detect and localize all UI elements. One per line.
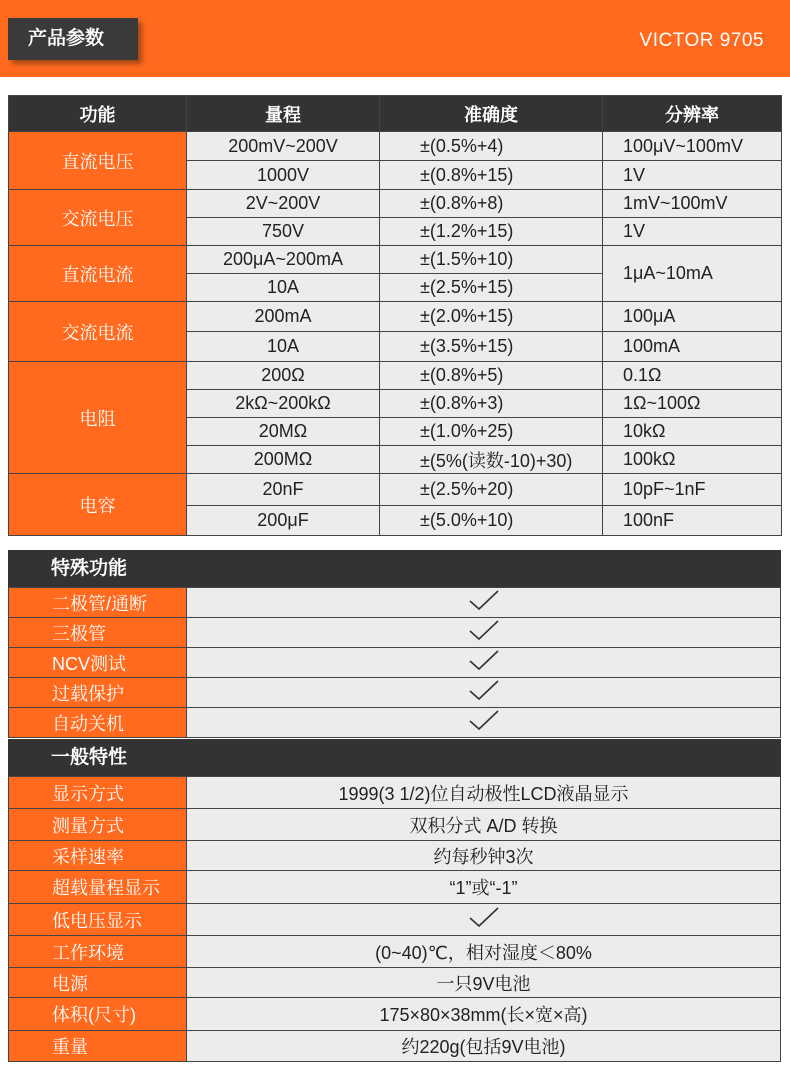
accuracy-cell: ±(2.0%+15) bbox=[380, 302, 603, 332]
general-value: 双积分式 A/D 转换 bbox=[187, 809, 781, 841]
accuracy-cell: ±(1.5%+10) bbox=[380, 246, 603, 274]
special-value bbox=[187, 678, 781, 708]
general-value: “1”或“-1” bbox=[187, 871, 781, 904]
checkmark-icon bbox=[468, 679, 500, 701]
resolution-cell: 0.1Ω bbox=[603, 362, 782, 390]
special-label: 三极管 bbox=[9, 618, 187, 648]
list-item bbox=[9, 904, 781, 936]
general-label: 采样速率 bbox=[9, 841, 187, 871]
list-item bbox=[9, 841, 781, 871]
list-item bbox=[9, 678, 781, 708]
resolution-cell: 1V bbox=[603, 161, 782, 190]
general-label: 测量方式 bbox=[9, 809, 187, 841]
range-cell: 2kΩ~200kΩ bbox=[187, 390, 380, 418]
list-item bbox=[9, 1031, 781, 1062]
accuracy-cell: ±(5%(读数-10)+30) bbox=[380, 446, 603, 474]
accuracy-cell: ±(0.8%+8) bbox=[380, 190, 603, 218]
resolution-cell: 1Ω~100Ω bbox=[603, 390, 782, 418]
range-cell: 200Ω bbox=[187, 362, 380, 390]
checkmark-icon bbox=[468, 649, 500, 671]
accuracy-cell: ±(5.0%+10) bbox=[380, 506, 603, 536]
special-label: 过载保护 bbox=[9, 678, 187, 708]
general-label: 工作环境 bbox=[9, 936, 187, 968]
range-cell: 20nF bbox=[187, 474, 380, 506]
special-functions-list bbox=[8, 587, 781, 738]
accuracy-cell: ±(0.8%+5) bbox=[380, 362, 603, 390]
spec-table bbox=[8, 95, 782, 536]
special-value bbox=[187, 588, 781, 618]
general-value bbox=[187, 904, 781, 936]
accuracy-cell: ±(2.5%+20) bbox=[380, 474, 603, 506]
checkmark-icon bbox=[468, 619, 500, 641]
resolution-cell: 1V bbox=[603, 218, 782, 246]
resolution-cell: 1mV~100mV bbox=[603, 190, 782, 218]
resolution-cell: 100μV~100mV bbox=[603, 132, 782, 161]
special-value bbox=[187, 618, 781, 648]
range-cell: 2V~200V bbox=[187, 190, 380, 218]
section-tab-product-params: 产品参数 bbox=[8, 18, 138, 60]
special-value bbox=[187, 708, 781, 738]
range-cell: 10A bbox=[187, 332, 380, 362]
checkmark-icon bbox=[468, 709, 500, 731]
general-label: 超载量程显示 bbox=[9, 871, 187, 904]
resolution-cell: 1μA~10mA bbox=[603, 246, 782, 302]
special-label: NCV测试 bbox=[9, 648, 187, 678]
special-label: 自动关机 bbox=[9, 708, 187, 738]
special-functions-heading: 特殊功能 bbox=[8, 550, 781, 587]
general-value: 1999(3 1/2)位自动极性LCD液晶显示 bbox=[187, 777, 781, 809]
range-cell: 200MΩ bbox=[187, 446, 380, 474]
table-row bbox=[9, 362, 782, 390]
special-label: 二极管/通断 bbox=[9, 588, 187, 618]
list-item bbox=[9, 998, 781, 1031]
accuracy-cell: ±(2.5%+15) bbox=[380, 274, 603, 302]
table-row bbox=[9, 190, 782, 218]
list-item bbox=[9, 968, 781, 998]
range-cell: 750V bbox=[187, 218, 380, 246]
accuracy-cell: ±(0.5%+4) bbox=[380, 132, 603, 161]
general-value: 175×80×38mm(长×宽×高) bbox=[187, 998, 781, 1031]
function-cell: 交流电压 bbox=[9, 190, 187, 246]
table-row bbox=[9, 132, 782, 161]
function-cell: 直流电压 bbox=[9, 132, 187, 190]
special-value bbox=[187, 648, 781, 678]
general-value: 一只9V电池 bbox=[187, 968, 781, 998]
accuracy-cell: ±(1.0%+25) bbox=[380, 418, 603, 446]
list-item bbox=[9, 809, 781, 841]
general-label: 体积(尺寸) bbox=[9, 998, 187, 1031]
list-item bbox=[9, 871, 781, 904]
header-banner bbox=[0, 0, 790, 77]
range-cell: 200μA~200mA bbox=[187, 246, 380, 274]
list-item bbox=[9, 618, 781, 648]
list-item bbox=[9, 588, 781, 618]
general-properties-heading: 一般特性 bbox=[8, 739, 781, 776]
checkmark-icon bbox=[468, 589, 500, 611]
list-item bbox=[9, 648, 781, 678]
resolution-cell: 100μA bbox=[603, 302, 782, 332]
table-row bbox=[9, 302, 782, 332]
range-cell: 1000V bbox=[187, 161, 380, 190]
range-cell: 10A bbox=[187, 274, 380, 302]
accuracy-cell: ±(0.8%+15) bbox=[380, 161, 603, 190]
model-name: VICTOR 9705 bbox=[639, 30, 764, 51]
resolution-cell: 100nF bbox=[603, 506, 782, 536]
general-value: 约每秒钟3次 bbox=[187, 841, 781, 871]
general-label: 电源 bbox=[9, 968, 187, 998]
range-cell: 20MΩ bbox=[187, 418, 380, 446]
general-label: 显示方式 bbox=[9, 777, 187, 809]
resolution-cell: 100kΩ bbox=[603, 446, 782, 474]
resolution-cell: 100mA bbox=[603, 332, 782, 362]
accuracy-cell: ±(1.2%+15) bbox=[380, 218, 603, 246]
general-value: (0~40)℃，相对湿度＜80% bbox=[187, 936, 781, 968]
spec-header-row bbox=[9, 96, 782, 132]
list-item bbox=[9, 777, 781, 809]
resolution-cell: 10pF~1nF bbox=[603, 474, 782, 506]
function-cell: 电阻 bbox=[9, 362, 187, 474]
accuracy-cell: ±(3.5%+15) bbox=[380, 332, 603, 362]
list-item bbox=[9, 936, 781, 968]
col-header-function: 功能 bbox=[9, 96, 187, 132]
table-row bbox=[9, 474, 782, 506]
range-cell: 200mA bbox=[187, 302, 380, 332]
general-properties-list bbox=[8, 776, 781, 1062]
function-cell: 交流电流 bbox=[9, 302, 187, 362]
col-header-resolution: 分辨率 bbox=[603, 96, 782, 132]
general-value: 约220g(包括9V电池) bbox=[187, 1031, 781, 1062]
checkmark-icon bbox=[468, 906, 500, 928]
col-header-range: 量程 bbox=[187, 96, 380, 132]
table-row bbox=[9, 246, 782, 274]
accuracy-cell: ±(0.8%+3) bbox=[380, 390, 603, 418]
list-item bbox=[9, 708, 781, 738]
range-cell: 200μF bbox=[187, 506, 380, 536]
general-label: 低电压显示 bbox=[9, 904, 187, 936]
range-cell: 200mV~200V bbox=[187, 132, 380, 161]
resolution-cell: 10kΩ bbox=[603, 418, 782, 446]
function-cell: 直流电流 bbox=[9, 246, 187, 302]
col-header-accuracy: 准确度 bbox=[380, 96, 603, 132]
general-label: 重量 bbox=[9, 1031, 187, 1062]
function-cell: 电容 bbox=[9, 474, 187, 536]
